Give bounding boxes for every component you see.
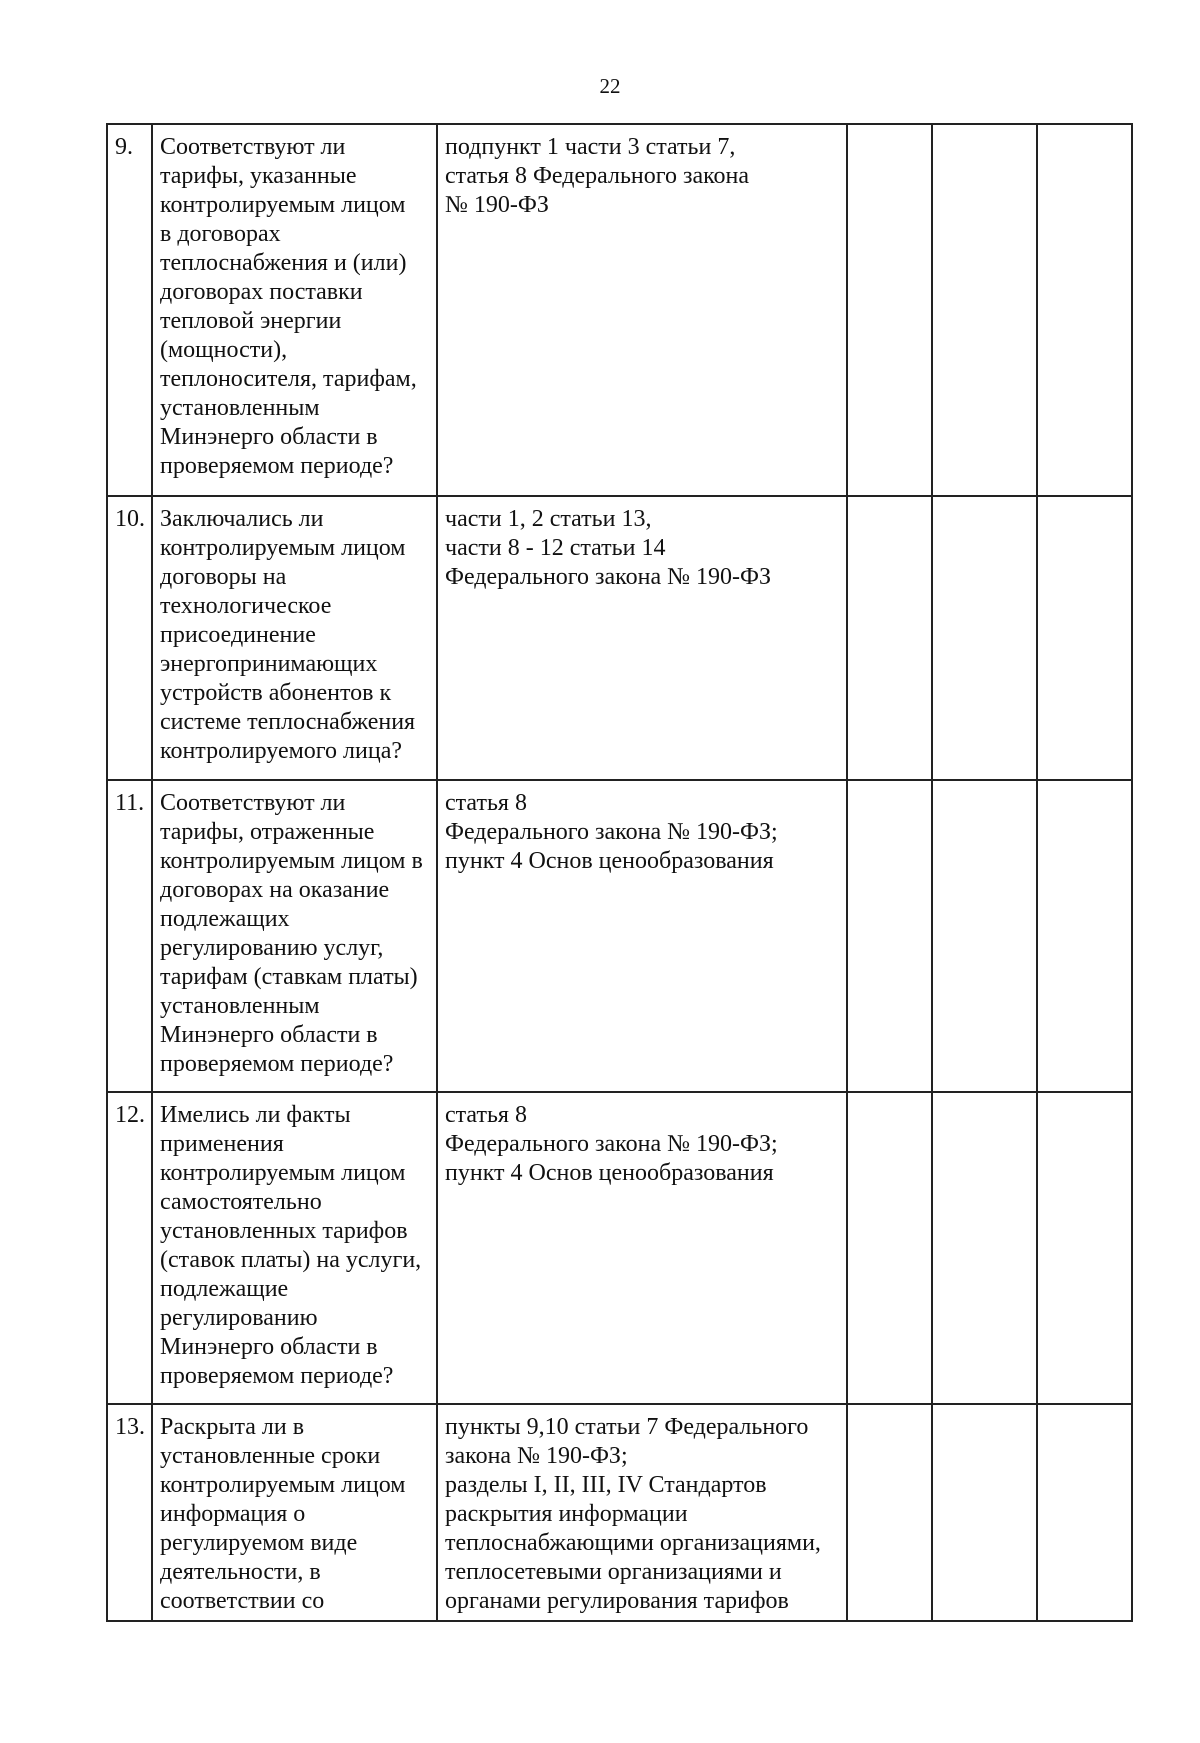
answer-cell-1 bbox=[847, 1092, 932, 1404]
answer-cell-1 bbox=[847, 780, 932, 1092]
row-number: 10. bbox=[115, 506, 145, 532]
table-row bbox=[107, 496, 1132, 780]
checklist-table bbox=[106, 123, 1133, 1622]
table-row bbox=[107, 780, 1132, 1092]
table-row bbox=[107, 1404, 1132, 1621]
row-number: 11. bbox=[115, 790, 145, 816]
row-number: 9. bbox=[115, 134, 133, 160]
answer-cell-1 bbox=[847, 496, 932, 780]
table-row bbox=[107, 1092, 1132, 1404]
answer-cell-3 bbox=[1037, 780, 1132, 1092]
legal-reference: пункты 9,10 статьи 7 Федерального закона № 190-ФЗ; разделы I, II, III, IV Стандартов раскрытия информации теплоснабжающими организациями, теплосетевыми организациями и органами регулирования тарифов bbox=[445, 1414, 821, 1614]
answer-cell-2 bbox=[932, 1404, 1037, 1621]
row-number: 13. bbox=[115, 1414, 145, 1440]
legal-reference: подпункт 1 части 3 статьи 7, статья 8 Федерального закона № 190-ФЗ bbox=[445, 134, 750, 218]
row-number: 12. bbox=[115, 1102, 145, 1128]
question-text: Раскрыта ли в установленные сроки контролируемым лицом информация о регулируемом виде деятельности, в соответствии со bbox=[160, 1414, 406, 1614]
legal-reference: статья 8 Федерального закона № 190-ФЗ; пункт 4 Основ ценообразования bbox=[445, 790, 778, 874]
question-text: Заключались ли контролируемым лицом договоры на технологическое присоединение энергопринимающих устройств абонентов к системе теплоснабжения контролируемого лица? bbox=[160, 506, 416, 764]
legal-reference: части 1, 2 статьи 13, части 8 - 12 статьи 14 Федерального закона № 190-ФЗ bbox=[445, 506, 771, 590]
answer-cell-1 bbox=[847, 1404, 932, 1621]
legal-reference: статья 8 Федерального закона № 190-ФЗ; пункт 4 Основ ценообразования bbox=[445, 1102, 778, 1186]
answer-cell-1 bbox=[847, 124, 932, 496]
question-text: Соответствуют ли тарифы, указанные контролируемым лицом в договорах теплоснабжения и (или) договорах поставки тепловой энергии (мощности), теплоносителя, тарифам, установленным Минэнерго области в проверяемом периоде? bbox=[160, 134, 417, 479]
answer-cell-3 bbox=[1037, 1092, 1132, 1404]
answer-cell-2 bbox=[932, 124, 1037, 496]
answer-cell-2 bbox=[932, 1092, 1037, 1404]
answer-cell-3 bbox=[1037, 496, 1132, 780]
question-text: Имелись ли факты применения контролируемым лицом самостоятельно установленных тарифов (ставок платы) на услуги, подлежащие регулированию Минэнерго области в проверяемом периоде? bbox=[160, 1102, 422, 1389]
answer-cell-3 bbox=[1037, 1404, 1132, 1621]
question-text: Соответствуют ли тарифы, отраженные контролируемым лицом в договорах на оказание подлежащих регулированию услуг, тарифам (ставкам платы) установленным Минэнерго области в проверяемом периоде? bbox=[160, 790, 423, 1077]
answer-cell-2 bbox=[932, 496, 1037, 780]
table-row bbox=[107, 124, 1132, 496]
answer-cell-2 bbox=[932, 780, 1037, 1092]
page-number: 22 bbox=[599, 74, 621, 98]
answer-cell-3 bbox=[1037, 124, 1132, 496]
